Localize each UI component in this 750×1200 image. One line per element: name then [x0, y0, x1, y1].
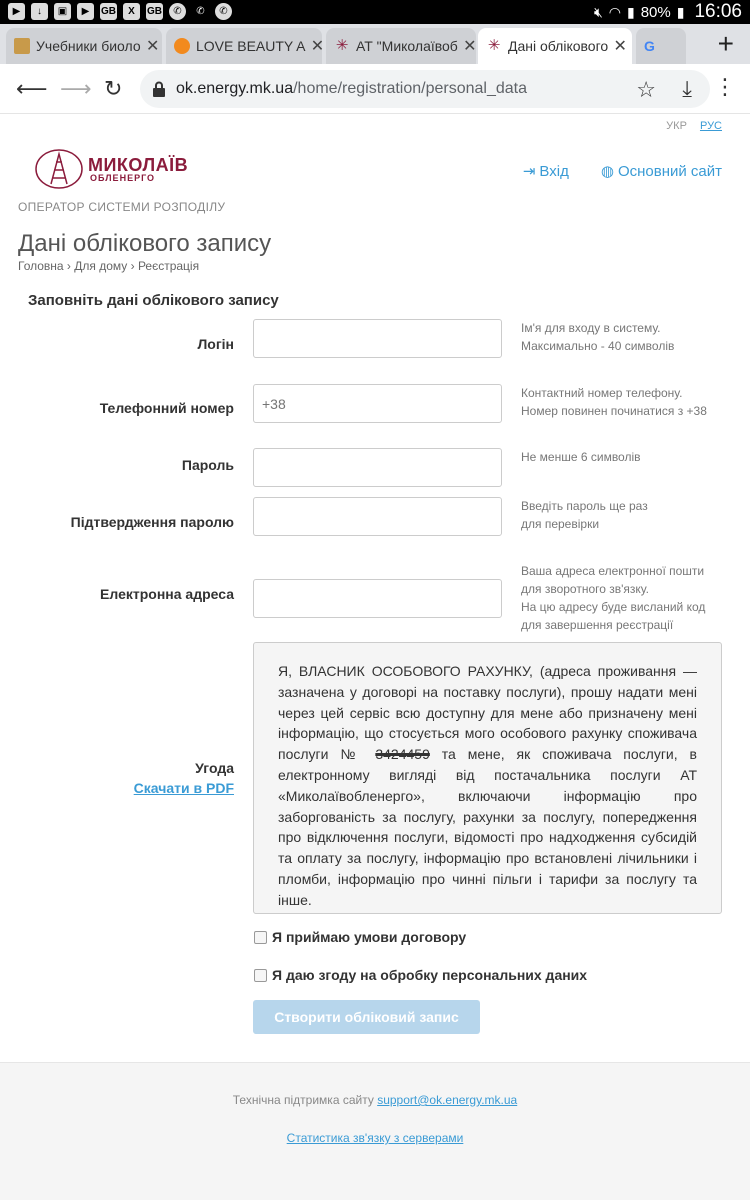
excel-icon: X — [123, 3, 140, 20]
more-menu-icon[interactable]: ⋮ — [714, 74, 736, 99]
tab-biology[interactable] — [6, 28, 162, 64]
support-text: Технічна підтримка сайту — [232, 1093, 374, 1107]
notification-icons — [8, 3, 232, 20]
wifi-icon: ◠ — [608, 3, 621, 20]
stats-line — [0, 1131, 750, 1145]
phone-input[interactable] — [253, 384, 502, 423]
close-icon[interactable]: ✕ — [145, 38, 160, 55]
back-button[interactable]: ⟵ — [16, 76, 48, 101]
main-site-link[interactable] — [601, 162, 722, 180]
confirm-password-label: Підтвердження паролю — [70, 514, 234, 530]
logo-name: МИКОЛАЇВ — [88, 154, 189, 175]
close-icon[interactable]: ✕ — [310, 38, 325, 55]
page-content — [0, 114, 750, 1200]
sign-in-icon: ⇥ — [522, 163, 536, 180]
main-site-link-label: Основний сайт — [617, 162, 722, 180]
agreement-text: Я, ВЛАСНИК ОСОБОВОГО РАХУНКУ, (адреса проживання — зазначена у договорі на поставку послуги), прошу надати мені через цей сервіс всю доступну для мене або призначену мені інформацію, що стосується мого особового рахунку споживача послуги № — [278, 663, 697, 763]
login-link-label: Вхід — [539, 162, 569, 180]
gb-icon: GB — [146, 3, 163, 20]
accept-personal-label: Я даю згоду на обробку персональних даних — [272, 967, 588, 983]
support-line — [0, 1093, 750, 1107]
password-hint: Не менше 6 символів — [521, 450, 641, 464]
email-hint-line: Ваша адреса електронної пошти — [521, 564, 705, 578]
agreement-text-cont: та мене, як споживача послуги, в електронному вигляді від постачальника послуги АТ «Миколаївобленерго», включаючи інформацію про заборгованість за послугу, рахунки за послугу, попередження про відключення послуги, відомості про надходження субсидій та оплату за послугу, інформацію про встановлені лічильники і пломби, інформацію про чинні пільги і тарифи за послугу та інше. — [278, 746, 697, 908]
viber-icon: ✆ — [215, 3, 232, 20]
tab-love-beauty[interactable] — [166, 28, 325, 64]
lang-ukr[interactable]: УКР — [666, 120, 687, 132]
tab-title: АТ "Миколаївоб — [356, 38, 458, 54]
image-icon: ▣ — [54, 3, 71, 20]
lock-icon — [152, 81, 166, 97]
google-icon: G — [644, 38, 655, 54]
login-hint-line: Максимально - 40 символів — [521, 339, 675, 353]
close-icon[interactable]: ✕ — [613, 38, 627, 55]
agreement-text-box[interactable] — [253, 642, 722, 914]
tab-title: LOVE BEAUTY A — [196, 38, 306, 54]
status-bar — [0, 0, 750, 24]
login-hint-line: Ім'я для входу в систему. — [521, 321, 661, 335]
language-switcher — [666, 120, 722, 132]
phone-hint-line: Контактний номер телефону. — [521, 386, 683, 400]
page-title: Дані облікового запису — [18, 230, 272, 257]
confirm-hint-line: для перевірки — [521, 517, 600, 531]
support-email-link[interactable]: support@ok.energy.mk.ua — [377, 1093, 518, 1107]
missed-call-icon: ✆ — [196, 6, 205, 17]
login-link[interactable] — [523, 162, 569, 180]
tab-title: Дані облікового — [508, 38, 609, 54]
email-hint-line: для зворотного зв'язку. — [521, 582, 649, 596]
login-label: Логін — [197, 336, 234, 352]
confirm-password-hint — [521, 497, 731, 533]
email-hint — [521, 562, 731, 634]
accept-terms-checkbox[interactable] — [254, 929, 466, 945]
viber-icon: ✆ — [169, 3, 186, 20]
footer — [0, 1063, 750, 1200]
create-account-button[interactable]: Створити обліковий запис — [253, 1000, 480, 1034]
forward-button[interactable]: ⟶ — [60, 76, 92, 101]
site-logo[interactable] — [34, 148, 188, 190]
close-icon[interactable]: ✕ — [463, 38, 477, 55]
accept-personal-data-checkbox[interactable] — [254, 967, 587, 983]
battery-icon: ▮ — [676, 3, 685, 20]
password-label: Пароль — [181, 457, 234, 473]
download-icon[interactable]: ⤓ — [682, 76, 692, 101]
reload-button[interactable]: ↻ — [104, 76, 123, 101]
browser-toolbar — [0, 64, 750, 114]
globe-icon: ◍ — [600, 163, 614, 180]
accept-terms-label: Я приймаю умови договору — [272, 929, 467, 945]
tab-title: Учебники биоло — [36, 38, 141, 54]
logo-sub: ОБЛЕНЕРГО — [90, 172, 156, 183]
download-icon: ↓ — [31, 3, 48, 20]
confirm-password-input[interactable] — [253, 497, 502, 536]
youtube-icon: ▶ — [8, 3, 25, 20]
download-pdf-link[interactable]: Скачати в PDF — [133, 780, 234, 796]
book-icon — [14, 38, 30, 54]
email-hint-line: На цю адресу буде висланий код — [521, 600, 706, 614]
new-tab-button[interactable]: + — [717, 28, 734, 59]
youtube-icon: ▶ — [77, 3, 94, 20]
email-hint-line: для завершення реєстрації — [521, 618, 674, 632]
agreement-label: Угода — [195, 760, 234, 776]
battery-level: 80% — [640, 3, 671, 21]
login-hint — [521, 319, 731, 355]
mute-icon: 🔇︎ — [593, 3, 603, 20]
checkbox-box[interactable] — [254, 931, 267, 944]
form-heading: Заповніть дані облікового запису — [28, 292, 279, 309]
login-input[interactable] — [253, 319, 502, 358]
server-stats-link[interactable]: Статистика зв'язку з серверами — [286, 1131, 464, 1145]
confirm-hint-line: Введіть пароль ще раз — [521, 499, 648, 513]
checkbox-box[interactable] — [254, 969, 267, 982]
power-tower-logo-icon — [34, 148, 84, 190]
tab-account-data[interactable] — [478, 28, 632, 64]
gb-icon: GB — [100, 3, 117, 20]
url-host: ok.energy.mk.ua — [176, 80, 294, 97]
password-input[interactable] — [253, 448, 502, 487]
operator-caption: ОПЕРАТОР СИСТЕМИ РОЗПОДІЛУ — [18, 200, 226, 214]
email-label: Електронна адреса — [100, 586, 234, 602]
tab-strip — [0, 24, 750, 64]
clock: 16:06 — [694, 1, 742, 22]
email-input[interactable] — [253, 579, 502, 618]
breadcrumb[interactable]: Головна › Для дому › Реєстрація — [18, 259, 200, 273]
lang-rus[interactable]: РУС — [699, 120, 722, 132]
orange-leaf-icon — [174, 38, 190, 54]
phone-hint-line: Номер повинен починатися з +38 — [521, 404, 707, 418]
phone-hint — [521, 384, 731, 420]
signal-icon: ▮ — [626, 3, 635, 20]
phone-label: Телефонний номер — [99, 400, 234, 416]
bookmark-star-icon[interactable]: ☆ — [636, 77, 656, 102]
url-path: /home/registration/personal_data — [293, 80, 528, 97]
account-number-redacted: 3424459 — [375, 746, 430, 763]
moe-logo-icon: ✳ — [487, 37, 501, 54]
moe-logo-icon: ✳ — [335, 37, 349, 54]
tab-moe[interactable] — [326, 28, 476, 64]
tab-google[interactable] — [636, 28, 686, 64]
address-bar[interactable] — [140, 70, 710, 108]
